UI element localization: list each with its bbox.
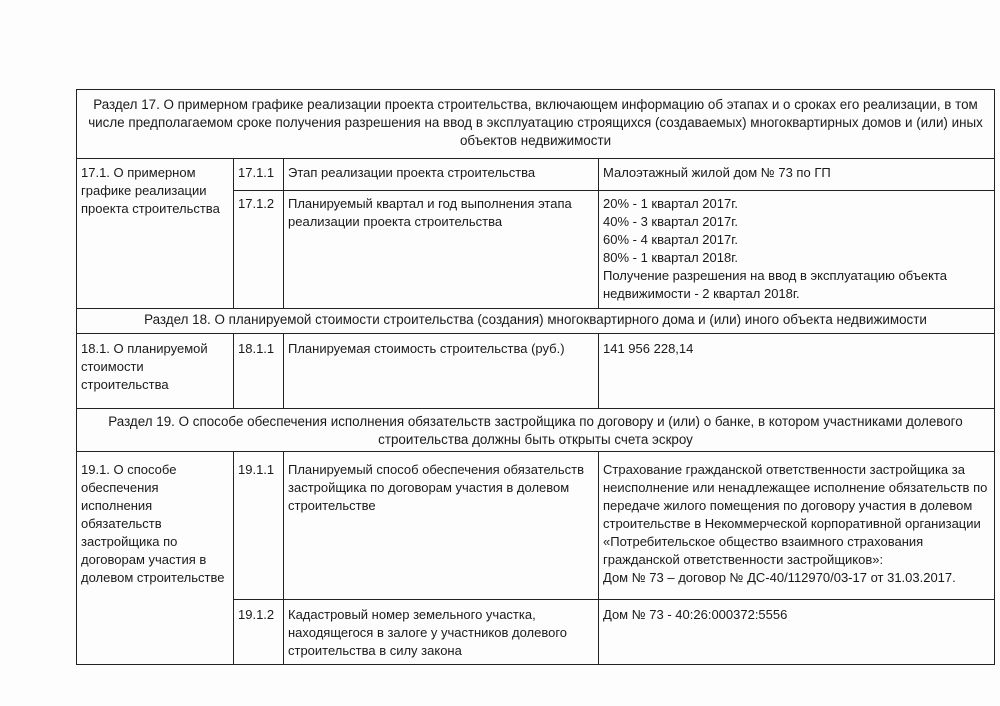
section-18-header: Раздел 18. О планируемой стоимости строительства (создания) многоквартирного дома и (или) иного объекта недвижимости [77,309,995,334]
value-line: Дом № 73 – договор № ДС-40/112970/03-17 от 31.03.2017. [603,570,956,585]
row-label: Планируемая стоимость строительства (руб.) [284,334,599,409]
value-line: Малоэтажный жилой дом № 73 по ГП [603,165,831,180]
value-line: Получение разрешения на ввод в эксплуатацию объекта недвижимости - 2 квартал 2018г. [603,268,947,301]
section-17-header-row [77,90,995,159]
section-19-group-label: 19.1. О способе обеспечения исполнения обязательств застройщика по договорам участия в долевом строительстве [77,452,234,665]
table-row [77,334,995,409]
row-code: 17.1.1 [234,159,284,191]
row-value [599,600,995,665]
section-19-header: Раздел 19. О способе обеспечения исполнения обязательств застройщика по договору и (или) о банке, в котором участниками долевого строительства должны быть открыты счета эскроу [77,409,995,452]
value-line: 60% - 4 квартал 2017г. [603,232,738,247]
value-line: 141 956 228,14 [603,341,694,356]
section-17-group-label: 17.1. О примерном графике реализации проекта строительства [77,159,234,309]
value-line: Страхование гражданской ответственности застройщика за неисполнение или ненадлежащее исполнение обязательств по передаче жилого помещения по договору участия в долевом строительстве в Некоммерческой корпоративной организации «Потребительское общество взаимного страхования гражданской ответственности застройщиков»: [603,462,988,567]
row-value [599,159,995,191]
value-line: 80% - 1 квартал 2018г. [603,250,738,265]
table-row [77,452,995,600]
section-19-header-row [77,409,995,452]
value-line: 20% - 1 квартал 2017г. [603,196,738,211]
value-line: 40% - 3 квартал 2017г. [603,214,738,229]
row-code: 17.1.2 [234,191,284,309]
row-label: Планируемый квартал и год выполнения этапа реализации проекта строительства [284,191,599,309]
section-17-header: Раздел 17. О примерном графике реализации проекта строительства, включающем информацию об этапах и о сроках его реализации, в том числе предполагаемом сроке получения разрешения на ввод в эксплуатацию строящихся (создаваемых) многоквартирных домов и (или) иных объектов недвижимости [77,90,995,159]
row-code: 19.1.2 [234,600,284,665]
row-code: 18.1.1 [234,334,284,409]
row-code: 19.1.1 [234,452,284,600]
row-label: Этап реализации проекта строительства [284,159,599,191]
row-value [599,452,995,600]
row-label: Кадастровый номер земельного участка, находящегося в залоге у участников долевого строительства в силу закона [284,600,599,665]
row-label: Планируемый способ обеспечения обязательств застройщика по договорам участия в долевом строительстве [284,452,599,600]
row-value [599,334,995,409]
section-18-header-row [77,309,995,334]
row-value [599,191,995,309]
value-line: Дом № 73 - 40:26:000372:5556 [603,607,788,622]
disclosure-table [76,89,995,665]
section-18-group-label: 18.1. О планируемой стоимости строительства [77,334,234,409]
table-row [77,159,995,191]
